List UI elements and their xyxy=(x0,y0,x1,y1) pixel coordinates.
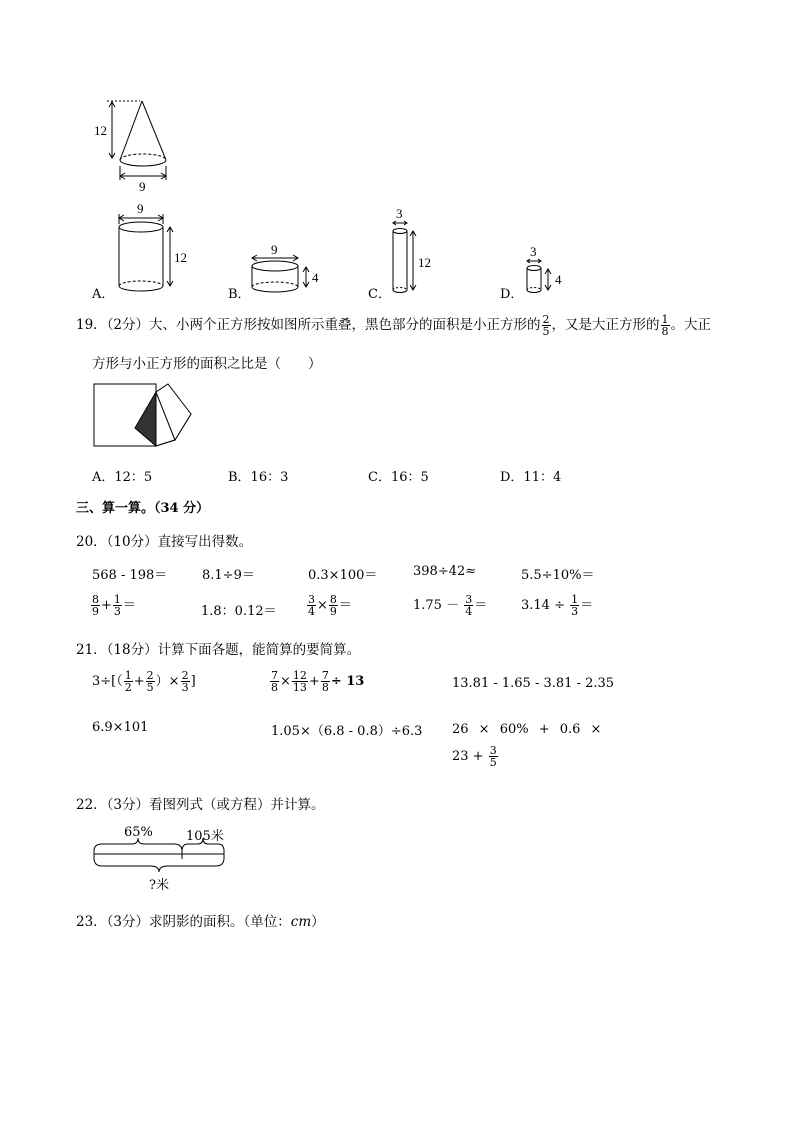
q20-item-8 xyxy=(306,594,352,617)
q19-option-d[interactable]: D．11：4 xyxy=(500,470,562,485)
fraction-denominator: 8 xyxy=(661,325,669,338)
q19-fraction-2 xyxy=(661,314,670,337)
cylinder-b-diameter-label: 9 xyxy=(271,242,278,257)
expression-part: ）× xyxy=(155,674,180,689)
cylinder-c-height-label: 12 xyxy=(418,255,431,270)
q18-figures xyxy=(0,0,794,305)
fraction-denominator: 4 xyxy=(308,605,315,618)
fraction-denominator: 9 xyxy=(329,605,337,618)
q19-number: 19． xyxy=(76,317,107,333)
cylinder-d xyxy=(527,259,551,293)
q19-option-c[interactable]: C．16：5 xyxy=(368,470,429,485)
fraction-denominator: 3 xyxy=(571,605,579,618)
section-3-heading: 三、算一算。（34 分） xyxy=(76,501,210,516)
q21-expression-4: 6.9×101 xyxy=(92,720,149,735)
q21-expression-2 xyxy=(269,670,364,693)
expression-prefix: 23 + xyxy=(452,749,484,764)
q20-item-6 xyxy=(90,594,136,617)
q19-score: （2分） xyxy=(106,317,150,333)
fraction-denominator: 3 xyxy=(181,681,189,694)
fraction-denominator: 13 xyxy=(292,681,307,694)
q18-option-a-letter[interactable]: A． xyxy=(92,287,115,302)
cylinder-a xyxy=(119,214,173,291)
expression-part: ] xyxy=(190,674,196,689)
q18-option-b-letter[interactable]: B． xyxy=(228,287,251,302)
expression-prefix: 1.75 － xyxy=(413,598,460,613)
q21-expression-3: 13.81 - 1.65 - 3.81 - 2.35 xyxy=(452,676,615,691)
fraction-denominator: 2 xyxy=(124,681,132,694)
fraction-denominator: 4 xyxy=(465,605,473,618)
cylinder-c xyxy=(393,221,416,293)
fraction-numerator: 1 xyxy=(113,593,121,606)
q22-percent-label: 65% xyxy=(124,825,153,840)
fraction-denominator: 5 xyxy=(489,756,497,769)
q22-meters-label: 105米 xyxy=(186,829,224,844)
fraction-numerator: 3 xyxy=(308,593,315,606)
fraction-numerator: 7 xyxy=(271,669,278,682)
cylinder-d-diameter-label: 3 xyxy=(530,244,537,259)
fraction-numerator: 8 xyxy=(92,593,99,606)
fraction-denominator: 5 xyxy=(146,681,154,694)
cone-diameter-label: 9 xyxy=(139,179,146,194)
q22-total-label: ?米 xyxy=(149,878,169,893)
q19-text-c: 。大正 xyxy=(670,317,712,333)
q23-stem-close: ） xyxy=(311,914,325,930)
operator: + xyxy=(133,674,145,689)
fraction-numerator: 2 xyxy=(542,313,550,326)
cylinder-d-height-label: 4 xyxy=(555,272,562,287)
fraction-numerator: 3 xyxy=(465,593,473,606)
q19-text-a: 大、小两个正方形按如图所示重叠，黑色部分的面积是小正方形的 xyxy=(149,317,541,333)
fraction-numerator: 7 xyxy=(321,669,329,682)
fraction-denominator: 8 xyxy=(271,681,278,694)
q20-item-4: 398÷42≈ xyxy=(413,564,477,579)
fraction-denominator: 3 xyxy=(113,605,121,618)
expression-part: ÷ 13 xyxy=(330,674,365,689)
q18-option-c-letter[interactable]: C． xyxy=(368,287,391,302)
operator: × xyxy=(280,674,291,689)
q21-expression-6-line2 xyxy=(452,745,499,768)
equals: ＝ xyxy=(122,598,136,613)
q19-stem-line1 xyxy=(76,312,711,338)
fraction-numerator: 1 xyxy=(571,593,579,606)
equals: ＝ xyxy=(580,598,594,613)
cone-figure xyxy=(107,101,166,180)
fraction-denominator: 5 xyxy=(542,325,550,338)
q21-stem: 21．（18分）计算下面各题，能简算的要简算。 xyxy=(76,642,361,658)
cone-height-label: 12 xyxy=(94,123,107,138)
q19-text-b: ，又是大正方形的 xyxy=(551,317,660,333)
q20-item-2: 8.1÷9＝ xyxy=(202,568,255,583)
expression-part: 3÷[（ xyxy=(92,674,123,689)
cylinder-b-height-label: 4 xyxy=(312,270,319,285)
expression-prefix: 3.14 ÷ xyxy=(521,598,565,613)
q22-stem: 22．（3分）看图列式（或方程）并计算。 xyxy=(76,797,325,813)
q19-option-b[interactable]: B．16：3 xyxy=(228,470,289,485)
q20-item-5: 5.5÷10%＝ xyxy=(521,568,595,583)
q20-item-10 xyxy=(521,594,593,617)
fraction-numerator: 3 xyxy=(489,744,497,757)
fraction-numerator: 1 xyxy=(124,669,132,682)
cylinder-b xyxy=(252,255,309,292)
q23-stem-text: 23．（3分）求阴影的面积。（单位： xyxy=(76,914,291,930)
fraction-denominator: 8 xyxy=(321,681,329,694)
q19-overlapping-squares xyxy=(90,380,200,450)
operator: × xyxy=(317,598,328,613)
q18-option-d-letter[interactable]: D． xyxy=(500,287,524,302)
q20-item-1: 568 - 198＝ xyxy=(92,568,168,583)
q20-item-7: 1.8：0.12＝ xyxy=(201,604,277,619)
q21-expression-1 xyxy=(92,670,196,693)
q20-item-9 xyxy=(413,594,487,617)
cylinder-c-diameter-label: 3 xyxy=(396,206,403,221)
cylinder-a-diameter-label: 9 xyxy=(137,201,144,216)
fraction-numerator: 8 xyxy=(329,593,337,606)
equals: ＝ xyxy=(474,598,488,613)
q19-fraction-1 xyxy=(542,314,551,337)
fraction-numerator: 2 xyxy=(181,669,189,682)
q21-expression-6-line1: 26 × 60% + 0.6 × xyxy=(452,722,602,737)
q19-option-a[interactable]: A．12：5 xyxy=(92,470,153,485)
q19-stem-line2: 方形与小正方形的面积之比是（ ） xyxy=(92,356,322,372)
equals: ＝ xyxy=(338,598,352,613)
q20-item-3: 0.3×100＝ xyxy=(308,568,378,583)
fraction-denominator: 9 xyxy=(92,605,99,618)
fraction-numerator: 2 xyxy=(146,669,154,682)
q21-expression-5: 1.05×（6.8 - 0.8）÷6.3 xyxy=(271,724,423,739)
fraction-numerator: 1 xyxy=(661,313,669,326)
q23-unit: cm xyxy=(290,914,312,930)
operator: + xyxy=(101,598,112,613)
q23-stem xyxy=(76,910,325,930)
operator: + xyxy=(308,674,320,689)
cylinder-a-height-label: 12 xyxy=(174,250,187,265)
fraction-numerator: 12 xyxy=(292,669,307,682)
q20-stem: 20．（10分）直接写出得数。 xyxy=(76,534,253,550)
